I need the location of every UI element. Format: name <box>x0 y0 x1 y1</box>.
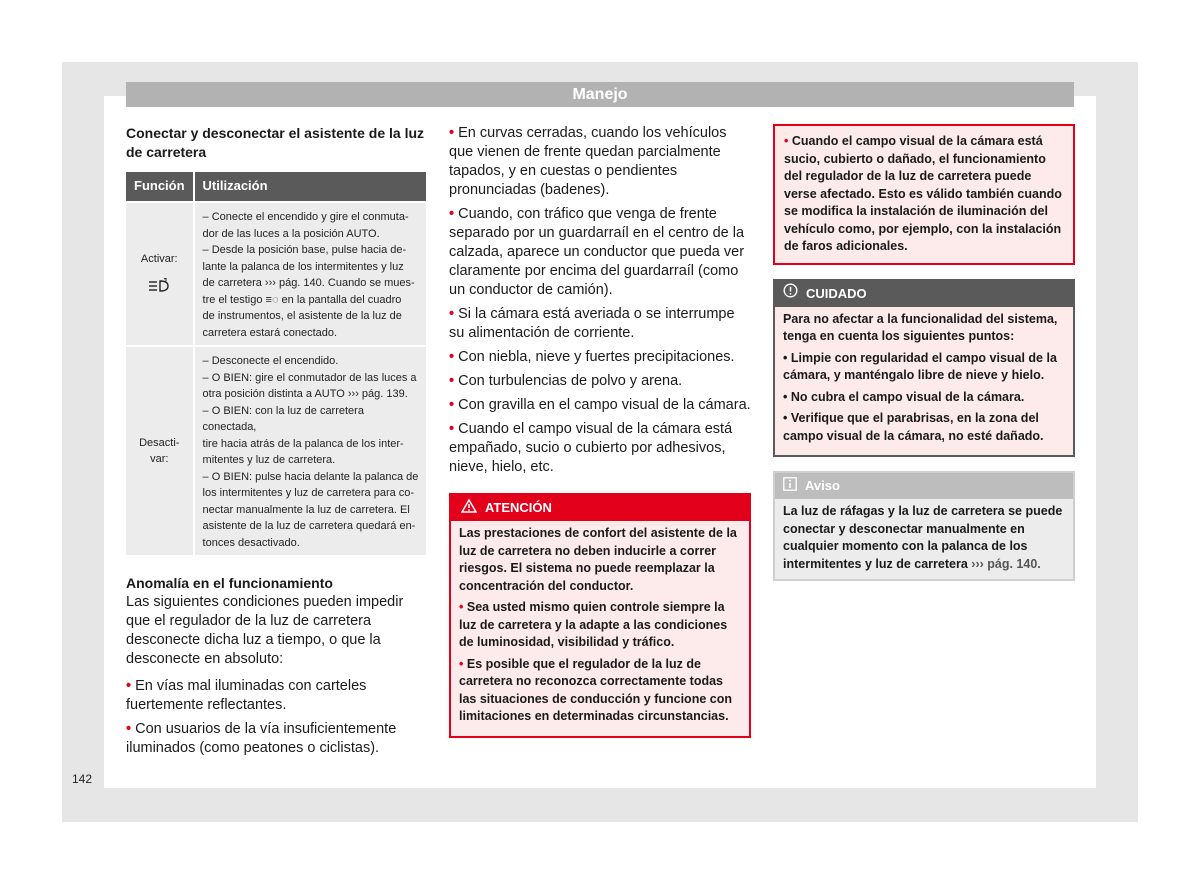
high-beam-assist-icon <box>130 278 189 298</box>
page-number: 142 <box>72 772 93 786</box>
list-item <box>449 305 751 343</box>
warning-body <box>451 521 749 736</box>
column-middle <box>449 124 751 738</box>
bullet-dot: • <box>784 134 789 148</box>
bullet-dot: • <box>449 306 455 322</box>
bullet-dot: • <box>126 721 132 737</box>
table-row <box>126 202 426 346</box>
bullet-dot: • <box>126 678 132 694</box>
bullet-dot: • <box>449 206 455 222</box>
usage-line: nectar manualmente la luz de carretera. El <box>202 503 410 516</box>
usage-line: los intermitentes y luz de carretera para co- <box>202 487 415 499</box>
usage-line: lante la palanca de los intermitentes y luz <box>202 260 404 273</box>
info-icon <box>783 474 797 500</box>
caution-item: • Limpie con regularidad el campo visual de la cámara, y manténgalo libre de nieve y hielo. <box>783 350 1057 382</box>
bullet-dot: • <box>459 600 464 614</box>
usage-cell <box>194 202 426 346</box>
function-label: Activar: <box>140 253 178 265</box>
table-header-usage: Utilización <box>194 172 426 202</box>
notice-box <box>773 471 1075 581</box>
list-item-text: Si la cámara está averiada o se interrumpe su alimentación de corriente. <box>449 306 735 341</box>
warning-intro: Las prestaciones de confort del asistente de la luz de carretera no deben inducirle a correr riesgos. El sistema no puede reemplazar la concentración del conductor. <box>459 526 737 593</box>
column-left <box>126 124 426 763</box>
function-cell <box>126 346 194 555</box>
exclamation-circle-icon <box>783 281 798 307</box>
list-item-text: Con usuarios de la vía insuficientemente iluminados (como peatones o ciclistas). <box>126 721 397 756</box>
list-item-text: Con niebla, nieve y fuertes precipitaciones. <box>458 349 735 365</box>
bullet-dot: • <box>449 125 455 141</box>
malfunction-intro: Las siguientes condiciones pueden impedir que el regulador de la luz de carretera desconecte dicha luz a tiempo, o que la desconecte en absoluto: <box>126 594 404 667</box>
function-label: Desacti-var: <box>139 436 180 465</box>
notice-body <box>775 499 1073 579</box>
warning-continuation-text: Cuando el campo visual de la cámara está sucio, cubierto o dañado, el funcionamiento del regulador de la luz de carretera puede verse afectado. Esto es válido también cuando se modifica la instalación de iluminación del vehículo como, por ejemplo, con la instalación de faros adicionales. <box>784 134 1062 253</box>
list-item <box>449 124 751 200</box>
caution-item: • No cubra el campo visual de la cámara. <box>783 389 1025 404</box>
usage-cell <box>194 346 426 555</box>
bullet-dot: • <box>449 373 455 389</box>
table-row <box>126 346 426 555</box>
caution-item-text: No cubra el campo visual de la cámara. <box>790 389 1025 404</box>
warning-continuation-box <box>773 124 1075 265</box>
usage-line: carretera estará conectado. <box>202 326 338 339</box>
usage-line: – Desde la posición base, pulse hacia de- <box>202 244 407 256</box>
caution-body <box>775 307 1073 456</box>
usage-line: asistente de la luz de carretera quedará en- <box>202 520 416 532</box>
caution-item-text: Verifique que el parabrisas, en la zona del campo visual de la cámara, no esté dañado. <box>783 411 1044 443</box>
usage-line: de instrumentos, el asistente de la luz de <box>202 310 402 322</box>
page-reference-link[interactable]: ››› pág. 140. <box>971 556 1041 571</box>
notice-header <box>775 473 1073 499</box>
list-item <box>449 348 751 367</box>
table-header-function: Función <box>126 172 194 202</box>
usage-line: – O BIEN: pulse hacia delante la palanca de <box>202 470 419 483</box>
warning-item-text: Es posible que el regulador de la luz de carretera no reconozca correctamente todas las situaciones de conducción y funcione con limitaciones en determinadas circunstancias. <box>459 656 732 723</box>
caution-header <box>775 281 1073 307</box>
caution-box <box>773 279 1075 458</box>
warning-item-text: Sea usted mismo quien controle siempre la luz de carretera y la adapte a las condiciones de luminosidad, visibilidad y tráfico. <box>459 600 728 649</box>
list-item <box>126 677 426 715</box>
list-item-text: Con gravilla en el campo visual de la cámara. <box>458 397 751 413</box>
usage-line: de carretera ››› pág. 140. Cuando se mues- <box>202 277 415 289</box>
warning-item <box>459 656 741 726</box>
list-item-text: En vías mal iluminadas con carteles fuertemente reflectantes. <box>126 678 367 713</box>
usage-line: tre el testigo ≡◌ en la pantalla del cuadro <box>202 293 402 306</box>
chapter-header: Manejo <box>126 82 1074 107</box>
caution-intro: Para no afectar a la funcionalidad del sistema, tenga en cuenta los siguientes puntos: <box>783 311 1058 343</box>
bullet-dot: • <box>449 349 455 365</box>
list-item-text: Cuando el campo visual de la cámara está empañado, sucio o cubierto por adhesivos, nieve, hielo, etc. <box>449 421 733 475</box>
bullet-dot: • <box>449 397 455 413</box>
caution-title: CUIDADO <box>806 285 867 301</box>
function-cell <box>126 202 194 346</box>
usage-line: – O BIEN: con la luz de carretera conectada, <box>202 404 364 433</box>
notice-title: Aviso <box>805 478 840 493</box>
column-right <box>773 124 1075 581</box>
list-item <box>449 372 751 391</box>
bullet-dot: • <box>459 656 464 671</box>
list-item <box>449 420 751 477</box>
section-title: Conectar y desconectar el asistente de la luz de carretera <box>126 125 425 160</box>
list-item <box>449 205 751 300</box>
warning-box <box>449 493 751 738</box>
usage-line: – Desconecte el encendido. <box>202 355 339 367</box>
list-item-text: Con turbulencias de polvo y arena. <box>458 373 683 389</box>
usage-line: mitentes y luz de carretera. <box>202 454 336 466</box>
usage-line: dor de las luces a la posición AUTO. <box>202 227 380 240</box>
usage-line: tonces desactivado. <box>202 536 300 549</box>
warning-item <box>459 599 741 652</box>
bullet-dot: • <box>449 421 455 437</box>
usage-line: – O BIEN: gire el conmutador de las luces a <box>202 371 417 384</box>
usage-line: – Conecte el encendido y gire el conmuta- <box>202 211 409 223</box>
warning-triangle-icon <box>461 496 477 522</box>
caution-item: • Verifique que el parabrisas, en la zona del campo visual de la cámara, no esté dañado. <box>783 411 1044 443</box>
caution-item-text: Limpie con regularidad el campo visual de la cámara, y manténgalo libre de nieve y hielo. <box>783 350 1057 382</box>
controls-table <box>126 172 426 555</box>
warning-title: ATENCIÓN <box>485 500 552 515</box>
malfunction-subhead: Anomalía en el funcionamiento <box>126 575 333 591</box>
warning-header <box>451 495 749 521</box>
usage-line: otra posición distinta a AUTO ››› pág. 139. <box>202 388 408 400</box>
list-item-text: En curvas cerradas, cuando los vehículos que vienen de frente quedan parcialmente tapados, y en cuestas o pendientes pronunciadas (badenes). <box>449 125 727 198</box>
usage-line: tire hacia atrás de la palanca de los inter- <box>202 437 404 450</box>
list-item <box>449 396 751 415</box>
notice-text: La luz de ráfagas y la luz de carretera se puede conectar y desconectar manualmente en cualquier momento con la palanca de los intermitentes y luz de carretera <box>783 504 1063 571</box>
list-item-text: Cuando, con tráfico que venga de frente separado por un guardarraíl en el centro de la calzada, aparece un conductor que pueda ver claramente por encima del guardarraíl (como un conductor de camión). <box>449 206 745 298</box>
list-item <box>126 720 426 758</box>
